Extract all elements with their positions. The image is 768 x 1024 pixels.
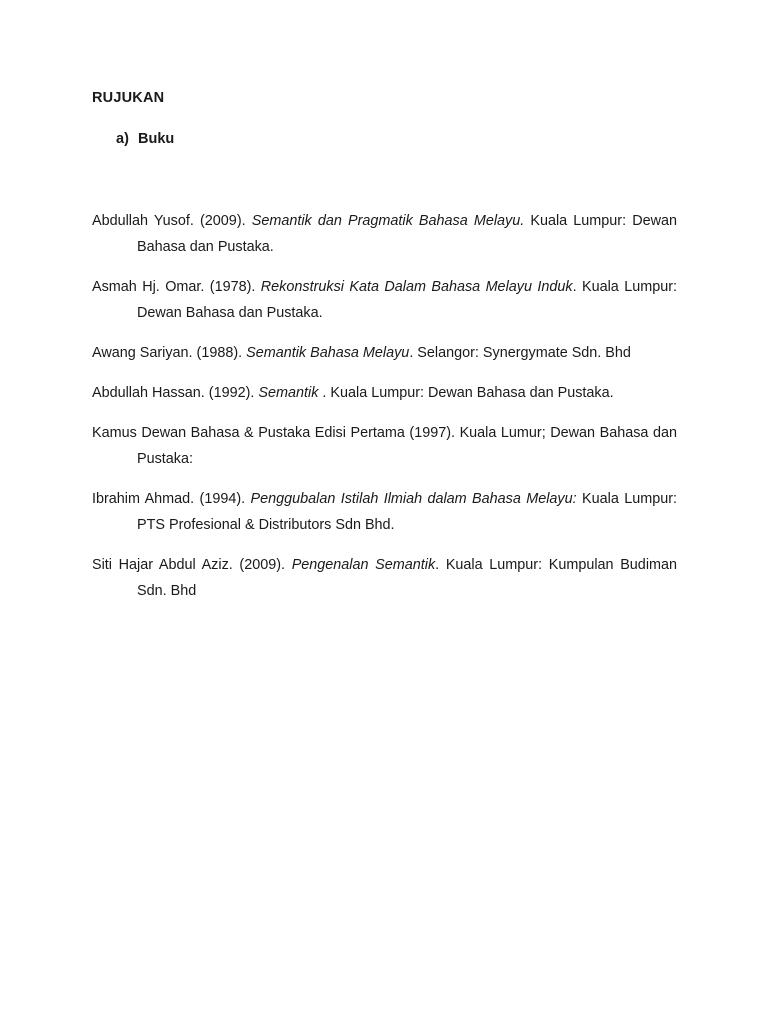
reference-entry (92, 380, 677, 406)
reference-title: Semantik Bahasa Melayu (246, 345, 410, 361)
reference-publisher: . Selangor: Synergymate Sdn. Bhd (409, 345, 631, 361)
page-heading: RUJUKAN (92, 90, 165, 106)
reference-title: Pengenalan Semantik (291, 557, 436, 573)
reference-text: Kamus Dewan Bahasa & Pustaka Edisi Pertama (1997). Kuala Lumur; Dewan Bahasa dan Pustaka: (92, 425, 677, 467)
reference-entry (92, 340, 677, 366)
reference-authors: Abdullah Yusof. (2009). (92, 213, 252, 229)
reference-publisher: . Kuala Lumpur: Dewan Bahasa dan Pustaka. (318, 385, 614, 401)
reference-authors: Abdullah Hassan. (1992). (92, 385, 259, 401)
reference-entry (92, 420, 677, 472)
reference-entry (92, 486, 677, 538)
reference-authors: Awang Sariyan. (1988). (92, 345, 247, 361)
reference-title: Semantik dan Pragmatik Bahasa Melayu. (251, 213, 525, 229)
section-marker: a) (116, 131, 129, 147)
reference-authors: Siti Hajar Abdul Aziz. (2009). (92, 557, 292, 573)
reference-authors: Ibrahim Ahmad. (1994). (92, 491, 251, 507)
reference-title: Semantik (258, 385, 319, 401)
reference-publisher: . Kuala Lumpur: Dewan Bahasa dan Pustaka. (137, 279, 677, 321)
reference-entry (92, 208, 677, 260)
reference-entry (92, 274, 677, 326)
reference-publisher: Kuala Lumpur: PTS Profesional & Distributors Sdn Bhd. (137, 491, 677, 533)
reference-publisher: Kuala Lumpur: Dewan Bahasa dan Pustaka. (137, 213, 677, 255)
reference-authors: Asmah Hj. Omar. (1978). (92, 279, 261, 295)
reference-entry (92, 552, 677, 604)
reference-list (92, 208, 677, 618)
reference-title: Rekonstruksi Kata Dalam Bahasa Melayu Induk (260, 279, 573, 295)
section-label: Buku (138, 131, 175, 147)
reference-title: Penggubalan Istilah Ilmiah dalam Bahasa Melayu: (250, 491, 577, 507)
section-heading (116, 131, 174, 147)
reference-publisher: . Kuala Lumpur: Kumpulan Budiman Sdn. Bhd (137, 557, 678, 599)
